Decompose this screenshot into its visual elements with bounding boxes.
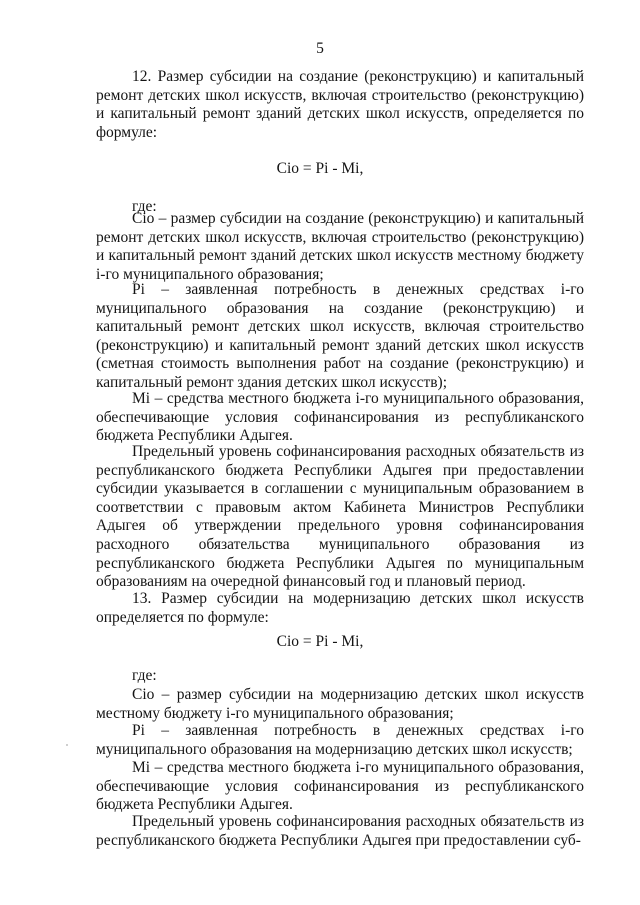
definition-mi-1: [96, 390, 584, 446]
definition-pi-1: [96, 281, 584, 393]
cofinancing-2-text: Предельный уровень софинансирования расходных обязательств из республиканского бюджета Республики Адыгея при предоставлении суб-: [96, 813, 584, 849]
paragraph-12-intro: [96, 68, 584, 142]
paragraph-12-text: 12. Размер субсидии на создание (реконструкцию) и капитальный ремонт детских школ искусств, включая строительство (реконструкцию) и капитальный ремонт зданий детских школ искусств, определяется по формуле:: [96, 68, 584, 141]
page-number: 5: [316, 40, 324, 57]
definition-cio-1: [96, 210, 584, 284]
definition-mi-1-text: Mi – средства местного бюджета i-го муниципального образования, обеспечивающие условия софинансирования из республиканского бюджета Республики Адыгея.: [96, 390, 584, 445]
definition-cio-1-text: Cio – размер субсидии на создание (реконструкцию) и капитальный ремонт детских школ искусств, включая строительство (реконструкцию) и капитальный ремонт зданий детских школ искусств местному бюджету i-го муниципального образования;: [96, 210, 584, 283]
cofinancing-paragraph-1: [96, 443, 584, 592]
definition-mi-2: [96, 759, 584, 815]
where-label-2: где:: [132, 667, 157, 684]
definition-cio-2-text: Cio – размер субсидии на модернизацию детских школ искусств местному бюджету i-го муниципального образования;: [96, 686, 584, 722]
scan-speck: [66, 744, 68, 746]
paragraph-13-intro: [96, 590, 584, 627]
cofinancing-paragraph-2: [96, 813, 584, 850]
formula-2: Cio = Pi - Mi,: [276, 633, 364, 650]
definition-pi-2: [96, 722, 584, 759]
cofinancing-1-text: Предельный уровень софинансирования расходных обязательств из республиканского бюджета Республики Адыгея при предоставлении субсидии указывается в соглашении с муниципальным образованием в соответствии с правовым актом Кабинета Министров Республики Адыгея об утверждении предельного уровня софинансирования расходного обязательства муниципального образования из республиканского бюджета Республики Адыгея по муниципальным образованиям на очередной финансовый год и плановый период.: [96, 443, 584, 591]
definition-pi-2-text: Pi – заявленная потребность в денежных средствах i-го муниципального образования на модернизацию детских школ искусств;: [96, 722, 584, 758]
definition-cio-2: [96, 686, 584, 723]
paragraph-13-text: 13. Размер субсидии на модернизацию детских школ искусств определяется по формуле:: [96, 590, 584, 626]
formula-1: Cio = Pi - Mi,: [276, 160, 364, 177]
definition-mi-2-text: Mi – средства местного бюджета i-го муниципального образования, обеспечивающие условия софинансирования из республиканского бюджета Республики Адыгея.: [96, 759, 584, 814]
definition-pi-1-text: Pi – заявленная потребность в денежных средствах i-го муниципального образования на создание (реконструкцию) и капитальный ремонт детских школ искусств, включая строительство (реконструкцию) и капитальный ремонт зданий детских школ искусств (сметная стоимость выполнения работ на создание (реконструкцию) и капитальный ремонт здания детских школ искусств);: [96, 281, 584, 391]
where-label-1: где:: [132, 198, 157, 215]
